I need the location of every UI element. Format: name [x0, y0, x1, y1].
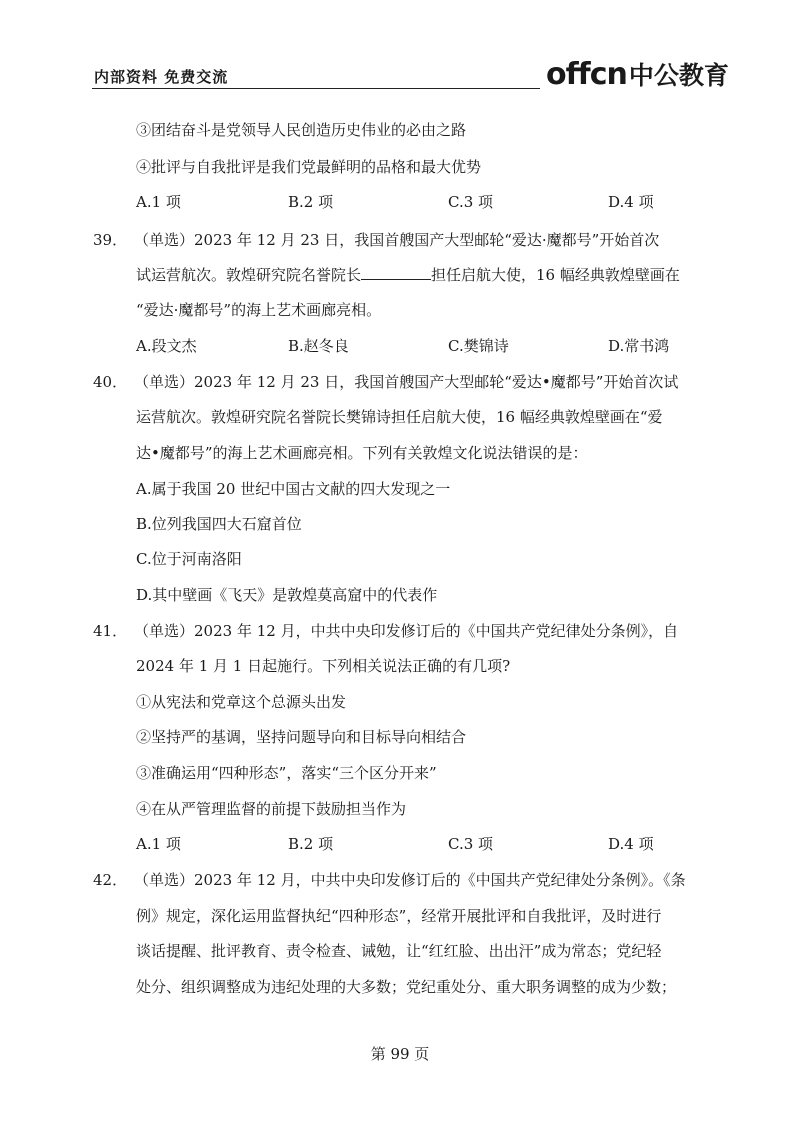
option-b: B.2 项 — [288, 193, 334, 211]
option-c: C.3 项 — [448, 835, 494, 853]
q40-option-a: A.属于我国 20 世纪中国古文献的四大发现之一 — [136, 480, 451, 498]
option-c: C.樊锦诗 — [448, 337, 509, 355]
q40-number: 40． — [93, 373, 128, 391]
q41-line2: 2024 年 1 月 1 日起施行。下列相关说法正确的有几项? — [136, 657, 511, 675]
q42-line2: 例》规定，深化运用监督执纪“四种形态”，经常开展批评和自我批评，及时进行 — [136, 907, 662, 925]
q40-option-d: D.其中壁画《飞天》是敦煌莫高窟中的代表作 — [136, 586, 438, 604]
prev-item-4: ④批评与自我批评是我们党最鲜明的品格和最大优势 — [136, 158, 482, 176]
q42-line3: 谈话提醒、批评教育、责令检查、诫勉，让“红红脸、出出汗”成为常态；党纪轻 — [136, 942, 662, 960]
q41-number: 41． — [93, 622, 128, 640]
q39-number: 39． — [93, 231, 128, 249]
q41-item-2: ②坚持严的基调，坚持问题导向和目标导向相结合 — [136, 728, 467, 746]
option-b: B.赵冬良 — [288, 337, 349, 355]
option-c: C.3 项 — [448, 193, 494, 211]
q41-item-1: ①从宪法和党章这个总源头出发 — [136, 693, 347, 711]
prev-options — [0, 192, 800, 212]
q42-line4: 处分、组织调整成为违纪处理的大多数；党纪重处分、重大职务调整的成为少数； — [136, 978, 677, 996]
q41-item-3: ③准确运用“四种形态”，落实“三个区分开来” — [136, 764, 437, 782]
q39-line2-b: 担任启航大使，16 幅经典敦煌壁画在 — [431, 266, 680, 284]
q39-line3: “爱达·魔都号”的海上艺术画廊亮相。 — [136, 301, 382, 319]
q40-line3: 达•魔都号”的海上艺术画廊亮相。下列有关敦煌文化说法错误的是： — [136, 444, 588, 462]
q40-line2: 运营航次。敦煌研究院名誉院长樊锦诗担任启航大使，16 幅经典敦煌壁画在“爱 — [136, 408, 663, 426]
offcn-logo — [546, 56, 729, 94]
q41-options — [0, 834, 800, 854]
q39-line1: （单选）2023 年 12 月 23 日，我国首艘国产大型邮轮“爱达·魔都号”开始首次 — [134, 231, 660, 249]
logo-cn: 中公教育 — [628, 60, 729, 90]
q41-item-4: ④在从严管理监督的前提下鼓励担当作为 — [136, 800, 407, 818]
page-number: 第 99 页 — [370, 1045, 430, 1063]
option-a: A.1 项 — [136, 193, 181, 211]
option-d: D.4 项 — [608, 193, 654, 211]
q42-line1: （单选）2023 年 12 月，中共中央印发修订后的《中国共产党纪律处分条例》。《条 — [134, 871, 686, 889]
header-left-text: 内部资料 免费交流 — [94, 68, 229, 86]
option-a: A.段文杰 — [136, 337, 197, 355]
q39-line2 — [136, 265, 680, 285]
option-d: D.常书鸿 — [608, 337, 670, 355]
q40-option-c: C.位于河南洛阳 — [136, 550, 242, 568]
q40-option-b: B.位列我国四大石窟首位 — [136, 515, 302, 533]
answer-blank — [361, 265, 431, 280]
q41-line1: （单选）2023 年 12 月，中共中央印发修订后的《中国共产党纪律处分条例》，自 — [134, 622, 679, 640]
logo-en: offcn — [546, 57, 627, 92]
option-d: D.4 项 — [608, 835, 654, 853]
option-b: B.2 项 — [288, 835, 334, 853]
header-rule — [92, 88, 540, 89]
q39-options — [0, 336, 800, 356]
q42-number: 42． — [93, 871, 128, 889]
q39-line2-a: 试运营航次。敦煌研究院名誉院长 — [136, 266, 362, 284]
prev-item-3: ③团结奋斗是党领导人民创造历史伟业的必由之路 — [136, 121, 467, 139]
q40-line1: （单选）2023 年 12 月 23 日，我国首艘国产大型邮轮“爱达•魔都号”开始首次试 — [134, 373, 679, 391]
option-a: A.1 项 — [136, 835, 181, 853]
